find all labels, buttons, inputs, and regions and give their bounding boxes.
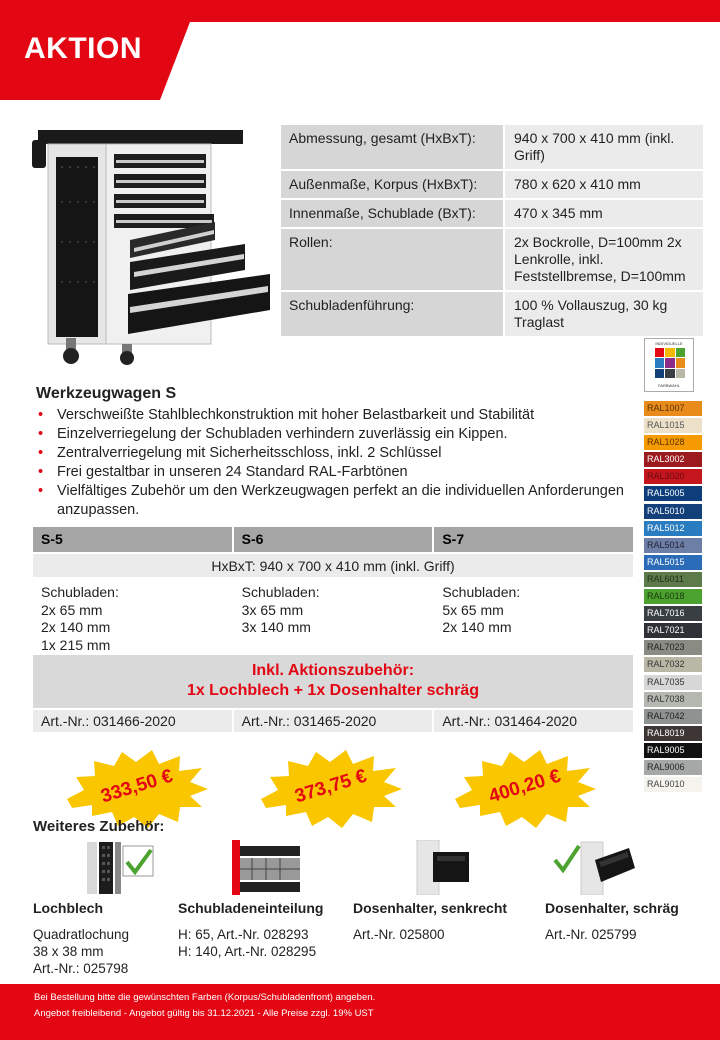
ral-swatch: RAL7032 bbox=[644, 657, 702, 672]
ral-color-list bbox=[644, 401, 702, 794]
color-choice-logo bbox=[644, 338, 694, 392]
feature-text: Verschweißte Stahlblechkonstruktion mit hoher Belastbarkeit und Stabilität bbox=[57, 407, 535, 423]
spec-value: 780 x 620 x 410 mm bbox=[503, 171, 703, 198]
ral-swatch: RAL6018 bbox=[644, 589, 702, 604]
ral-swatch: RAL7016 bbox=[644, 606, 702, 621]
article-row bbox=[33, 708, 633, 732]
accessories-title: Weiteres Zubehör: bbox=[33, 818, 165, 835]
promo-line: 1x Lochblech + 1x Dosenhalter schräg bbox=[186, 682, 480, 699]
bullet-icon: • bbox=[38, 426, 44, 442]
perforated-panel-image bbox=[85, 840, 155, 895]
spec-row bbox=[281, 200, 703, 229]
accessory-name: Lochblech bbox=[33, 900, 104, 916]
feature-item bbox=[36, 444, 636, 463]
feature-text: Einzelverriegelung der Schubladen verhindern zuverlässig ein Kippen. bbox=[57, 426, 508, 442]
ral-swatch: RAL9010 bbox=[644, 777, 702, 792]
ral-swatch: RAL7023 bbox=[644, 640, 702, 655]
product-title: Werkzeugwagen S bbox=[36, 385, 177, 402]
variant-drawers: Schubladen: 2x 65 mm 2x 140 mm 1x 215 mm bbox=[41, 584, 119, 653]
footer bbox=[0, 984, 720, 1040]
ral-swatch: RAL7021 bbox=[644, 623, 702, 638]
drawer-divider-image bbox=[232, 840, 300, 895]
ral-swatch: RAL5005 bbox=[644, 486, 702, 501]
accessory-name: Schubladeneinteilung bbox=[178, 900, 324, 916]
check-icon bbox=[555, 846, 579, 870]
spec-row bbox=[281, 171, 703, 200]
spec-key: Außenmaße, Korpus (HxBxT): bbox=[281, 171, 503, 198]
ral-swatch: RAL7042 bbox=[644, 709, 702, 724]
variant-drawers: Schubladen: 3x 65 mm 3x 140 mm bbox=[232, 579, 433, 655]
accessory-info: Art.-Nr. 025800 bbox=[353, 927, 445, 942]
footer-line: Angebot freibleibend - Angebot gültig bis 31.12.2021 - Alle Preise zzgl. 19% UST bbox=[34, 1008, 374, 1019]
logo-text-top: INDIVIDUELLE bbox=[655, 341, 683, 346]
spec-key: Innenmaße, Schublade (BxT): bbox=[281, 200, 503, 227]
ral-swatch: RAL5015 bbox=[644, 555, 702, 570]
footer-line: Bei Bestellung bitte die gewünschten Farben (Korpus/Schubladenfront) angeben. bbox=[34, 992, 376, 1003]
ral-swatch: RAL1015 bbox=[644, 418, 702, 433]
variant-table bbox=[33, 527, 633, 732]
bullet-icon: • bbox=[38, 483, 44, 499]
spec-value: 940 x 700 x 410 mm (inkl. Griff) bbox=[503, 125, 703, 169]
ral-swatch: RAL7035 bbox=[644, 675, 702, 690]
accessory-name: Dosenhalter, schräg bbox=[545, 900, 679, 916]
spec-key: Rollen: bbox=[281, 229, 503, 290]
bullet-icon: • bbox=[38, 464, 44, 480]
feature-item bbox=[36, 463, 636, 482]
article-number: Art.-Nr.: 031465-2020 bbox=[232, 710, 433, 732]
accessory-info: Art.-Nr. 025799 bbox=[545, 927, 637, 942]
variant-header: S-5 bbox=[41, 531, 63, 547]
feature-text: Frei gestaltbar in unseren 24 Standard RAL-Farbtönen bbox=[57, 464, 408, 480]
spec-table bbox=[281, 125, 703, 338]
price-label: 400,20 € bbox=[486, 765, 564, 808]
accessory-name: Dosenhalter, senkrecht bbox=[353, 900, 508, 916]
feature-item bbox=[36, 425, 636, 444]
color-grid-icon bbox=[655, 348, 685, 378]
feature-text: Zentralverriegelung mit Sicherheitsschloss, inkl. 2 Schlüssel bbox=[57, 445, 442, 461]
promo-box bbox=[33, 655, 633, 708]
promo-line: Inkl. Aktionszubehör: bbox=[251, 662, 415, 679]
spec-row bbox=[281, 292, 703, 338]
variant-header: S-7 bbox=[432, 527, 633, 552]
page-title: AKTION bbox=[24, 32, 142, 65]
article-number: Art.-Nr.: 031466-2020 bbox=[33, 710, 232, 732]
can-holder-vertical-image bbox=[413, 840, 483, 895]
ral-swatch: RAL3020 bbox=[644, 469, 702, 484]
variant-drawers: Schubladen: 5x 65 mm 2x 140 mm bbox=[432, 579, 633, 655]
bullet-icon: • bbox=[38, 407, 44, 423]
ral-swatch: RAL3002 bbox=[644, 452, 702, 467]
variant-drawers-row bbox=[33, 577, 633, 655]
check-icon bbox=[127, 850, 151, 872]
feature-item bbox=[36, 406, 636, 425]
ral-swatch: RAL6011 bbox=[644, 572, 702, 587]
ral-swatch: RAL5014 bbox=[644, 538, 702, 553]
ral-swatch: RAL1028 bbox=[644, 435, 702, 450]
feature-item bbox=[36, 482, 636, 520]
can-holder-angled-image bbox=[551, 840, 641, 895]
accessory-info: H: 65, Art.-Nr. 028293 H: 140, Art.-Nr. 028295 bbox=[178, 927, 317, 959]
accessory-info: Quadratlochung 38 x 38 mm Art.-Nr.: 025798 bbox=[33, 927, 130, 976]
price-label: 333,50 € bbox=[98, 765, 176, 808]
spec-value: 2x Bockrolle, D=100mm 2x Lenkrolle, inkl. Feststellbremse, D=100mm bbox=[503, 229, 703, 290]
spec-value: 470 x 345 mm bbox=[503, 200, 703, 227]
spec-value: 100 % Vollauszug, 30 kg Traglast bbox=[503, 292, 703, 336]
spec-row bbox=[281, 125, 703, 171]
variant-header: S-6 bbox=[232, 527, 433, 552]
tool-cart-image bbox=[30, 122, 280, 367]
bullet-icon: • bbox=[38, 445, 44, 461]
logo-text-bottom: FARBWAHL bbox=[658, 383, 680, 388]
ral-swatch: RAL1007 bbox=[644, 401, 702, 416]
ral-swatch: RAL8019 bbox=[644, 726, 702, 741]
spec-key: Abmessung, gesamt (HxBxT): bbox=[281, 125, 503, 169]
spec-row bbox=[281, 229, 703, 292]
description bbox=[36, 385, 636, 520]
article-number: Art.-Nr.: 031464-2020 bbox=[432, 710, 633, 732]
ral-swatch: RAL5010 bbox=[644, 504, 702, 519]
feature-text: Vielfältiges Zubehör um den Werkzeugwagen perfekt an die individuellen Anforderungen anzupassen. bbox=[57, 483, 624, 518]
spec-key: Schubladenführung: bbox=[281, 292, 503, 336]
ral-swatch: RAL9006 bbox=[644, 760, 702, 775]
price-label: 373,75 € bbox=[292, 765, 370, 808]
price-burst bbox=[256, 744, 406, 830]
ral-swatch: RAL7038 bbox=[644, 692, 702, 707]
feature-list bbox=[36, 406, 636, 520]
ral-swatch: RAL9005 bbox=[644, 743, 702, 758]
price-burst bbox=[450, 744, 600, 830]
variant-header-row bbox=[33, 527, 633, 552]
ral-swatch: RAL5012 bbox=[644, 521, 702, 536]
variant-dimension: HxBxT: 940 x 700 x 410 mm (inkl. Griff) bbox=[33, 552, 633, 577]
